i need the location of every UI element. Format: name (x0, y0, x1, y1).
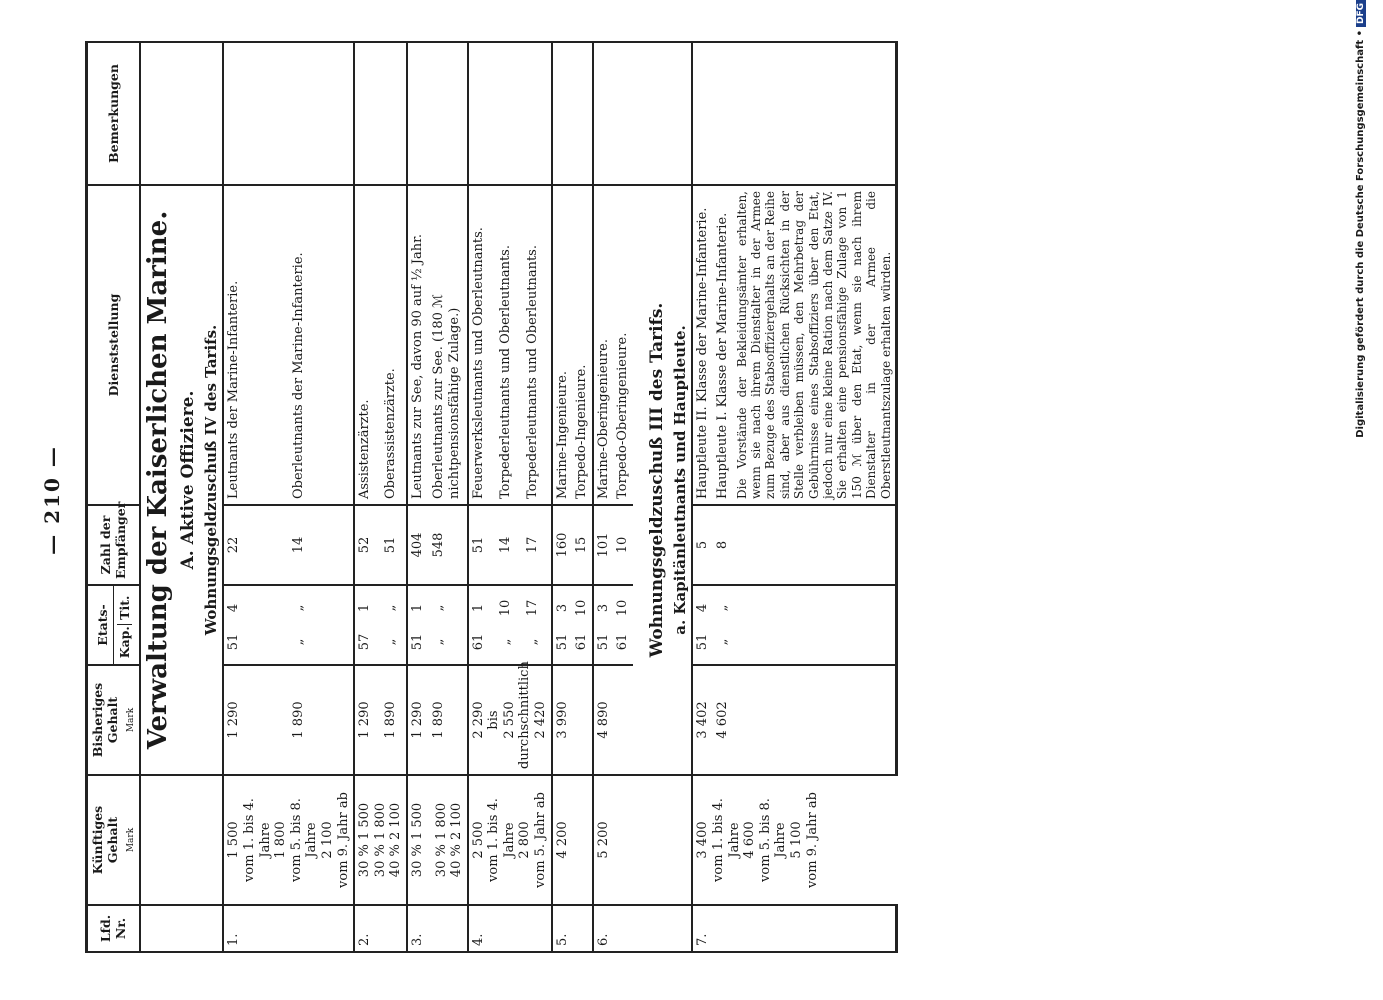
previous-salary: 3 402 (692, 665, 713, 775)
tit-value: 10 (498, 599, 514, 617)
salary-value: 30 % 1 800 (433, 802, 449, 878)
tit-value: „ (382, 604, 398, 612)
salary-table (85, 41, 898, 953)
salary-period: vom 5. Jahr ab (533, 792, 549, 888)
rank-description: Hauptleute II. Klasse der Marine-Infanterie. (692, 185, 713, 505)
salary-value: 2 100 (319, 821, 335, 859)
recipient-count: 404 (407, 505, 429, 585)
recipient-count: 14 (289, 505, 354, 585)
previous-salary: 1 290 (223, 665, 288, 775)
kap-value: 57 (357, 633, 373, 651)
kap-value: 51 (695, 633, 711, 651)
col-bemerkungen: Bemerkungen (87, 42, 140, 185)
etats-cell (593, 585, 614, 665)
col-kuenftiges-gehalt-label: Künftiges Gehalt (90, 805, 120, 875)
rank-description: Feuerwerksleutnants und Oberleutnants. (468, 185, 496, 505)
tit-value: 17 (525, 599, 541, 617)
salary-value: 4 600 (742, 821, 758, 859)
recipient-count: 22 (223, 505, 288, 585)
etats-cell (381, 585, 407, 665)
previous-salary: 4 890 (593, 665, 633, 775)
kap-value: 51 (554, 633, 570, 651)
salary-period: vom 5. bis 8. Jahre (757, 798, 789, 882)
etats-cell (429, 585, 468, 665)
section-heading: A. Aktive Offiziere. (176, 185, 200, 775)
previous-salary: 1 890 (289, 665, 354, 775)
rank-description: Oberleutnants zur See. (180 ℳ nichtpensionsfähige Zulage.) (429, 185, 468, 505)
kap-value: 51 (409, 633, 425, 651)
salary-period: vom 1. bis 4. Jahre (486, 798, 517, 882)
tit-value: „ (290, 604, 306, 612)
tit-value: 10 (615, 599, 631, 617)
tariff-heading: Wohnungsgeldzuschuß III des Tarifs. (633, 185, 669, 775)
recipient-count: 52 (354, 505, 380, 585)
salary-value: 40 % 2 100 (449, 802, 465, 878)
salary-value: 2 420 (533, 701, 549, 739)
salary-value: 30 % 1 500 (357, 802, 373, 878)
rank-description: Assistenzärzte. (354, 185, 380, 505)
tariff-row (633, 42, 669, 952)
unit-mark: Mark (126, 707, 136, 733)
col-kuenftiges-gehalt (87, 775, 140, 905)
page-title: Verwaltung der Kaiserlichen Marine. (140, 185, 176, 775)
etats-cell (223, 585, 288, 665)
table-row (468, 42, 496, 952)
salary-value: 30 % 1 500 (409, 802, 425, 878)
salary-connector: bis (486, 710, 502, 730)
kap-value: „ (525, 638, 541, 646)
previous-salary: 1 290 (407, 665, 429, 775)
table-header-row (87, 42, 140, 952)
row-number: 4. (468, 905, 496, 952)
recipient-count: 548 (429, 505, 468, 585)
salary-period: vom 9. Jahr ab (804, 792, 820, 888)
rank-description: Leutnants zur See, davon 90 auf ½ Jahr. (407, 185, 429, 505)
rank-description: Torpederleutnants und Oberleutnants. (496, 185, 523, 505)
col-dienststellung: Dienststellung (87, 185, 140, 505)
previous-salary: 1 290 (354, 665, 380, 775)
etats-cell (613, 585, 633, 665)
tariff-heading: Wohnungsgeldzuschuß IV des Tarifs. (200, 185, 223, 775)
table-row (407, 42, 429, 952)
kap-value: 61 (615, 633, 631, 651)
salary-value: 3 400 (695, 821, 711, 859)
salary-value: 2 290 (470, 701, 486, 739)
rank-description: Hauptleute I. Klasse der Marine-Infanterie. (713, 185, 733, 505)
kap-value: 51 (595, 633, 611, 651)
tit-value: 10 (574, 599, 590, 617)
recipient-count: 51 (468, 505, 496, 585)
rank-description: Oberassistenzärzte. (381, 185, 407, 505)
table-row (692, 42, 713, 952)
recipient-count: 5 (692, 505, 713, 585)
col-bisheriges-gehalt (87, 665, 140, 775)
kap-value: „ (498, 638, 514, 646)
salary-value: 40 % 2 100 (388, 802, 404, 878)
row-number: 3. (407, 905, 429, 952)
col-kap: Kap. (116, 626, 132, 659)
section-row (176, 42, 200, 952)
salary-period: vom 5. bis 8. Jahre (288, 798, 320, 882)
row-number: 6. (593, 905, 614, 952)
col-lfd-nr: Lfd. Nr. (87, 905, 140, 952)
table-row (223, 42, 288, 952)
future-salary (468, 775, 552, 905)
recipient-count: 8 (713, 505, 733, 585)
kap-value: „ (430, 638, 446, 646)
rank-description: Marine-Ingenieure. (552, 185, 573, 505)
tit-value: 1 (470, 603, 486, 613)
recipient-count: 10 (613, 505, 633, 585)
salary-value: 30 % 1 800 (372, 802, 388, 878)
recipient-count: 160 (552, 505, 573, 585)
previous-salary: 1 890 (429, 665, 468, 775)
future-salary: 4 200 (552, 775, 593, 905)
rank-description: Torpedo-Ingenieure. (572, 185, 593, 505)
future-salary (354, 775, 407, 905)
kap-value: „ (290, 638, 306, 646)
previous-salary (468, 661, 552, 775)
future-salary (223, 775, 354, 905)
tit-value: „ (715, 604, 731, 612)
row-number: 7. (692, 905, 713, 952)
rank-description: Marine-Oberingenieure. (593, 185, 614, 505)
col-tit: Tit. (116, 595, 132, 620)
rank-description: Torpederleutnants und Oberleutnants. (523, 185, 551, 505)
row-number: 2. (354, 905, 380, 952)
table-row (593, 42, 614, 952)
row-number: 1. (223, 905, 288, 952)
future-salary: 5 200 (593, 775, 633, 905)
etats-cell (713, 585, 733, 665)
etats-cell (523, 585, 551, 665)
kap-value: 51 (226, 633, 242, 651)
tariff-row (200, 42, 223, 952)
tit-value: 3 (595, 603, 611, 613)
subsection-heading: a. Kapitänleutnants und Hauptleute. (669, 185, 692, 775)
remark-note: Die Vorstände der Bekleidungsämter erhalten, wenn sie nach ihrem Dienstalter in der Armee zum Bezuge des Stabsoffiziergehalts an der Reihe sind, aber aus dienstlichen Rücksichten in der Stelle verbleiben müssen, den Mehrbetrag der Gebührnisse eines Stabsoffiziers über den Etat, jedoch nur eine kleine Ration nach dem Satze IV. Sie erhalten eine pensionsfähige Zulage von 1 150 ℳ über den Etat, wenn sie nach ihrem Dienstalter in der Armee die Oberstleutnantszulage erhalten würden. (733, 185, 897, 505)
salary-value: 2 550 (501, 701, 517, 739)
recipient-count: 15 (572, 505, 593, 585)
recipient-count: 17 (523, 505, 551, 585)
page-number: — 210 — (40, 445, 64, 555)
previous-salary: 4 602 (713, 665, 733, 775)
etats-cell (468, 585, 496, 665)
salary-value: 1 500 (226, 821, 242, 859)
rank-description: Torpedo-Oberingenieure. (613, 185, 633, 505)
kap-value: 61 (470, 633, 486, 651)
etats-cell (692, 585, 713, 665)
digitization-credit-text: Digitalisierung gefördert durch die Deutsche Forschungsgemeinschaft • (1355, 30, 1366, 438)
previous-salary: 3 990 (552, 665, 593, 775)
dfg-logo: DFG (1356, 0, 1366, 27)
tit-value: 4 (226, 603, 242, 613)
col-etats-label: Etats- (95, 586, 114, 664)
etats-cell (572, 585, 593, 665)
kap-value: „ (382, 638, 398, 646)
etats-cell (354, 585, 380, 665)
unit-mark: Mark (126, 827, 136, 853)
tit-value: „ (430, 604, 446, 612)
etats-cell (552, 585, 573, 665)
recipient-count: 101 (593, 505, 614, 585)
tit-value: 3 (554, 603, 570, 613)
future-salary (692, 775, 896, 905)
subsection-row (669, 42, 692, 952)
salary-period: vom 9. Jahr ab (335, 792, 351, 888)
kap-value: 61 (574, 633, 590, 651)
salary-period: vom 1. bis 4. Jahre (241, 798, 273, 882)
row-number: 5. (552, 905, 573, 952)
etats-cell (407, 585, 429, 665)
col-zahl: Zahl der Empfänger (87, 505, 140, 585)
previous-salary: 1 890 (381, 665, 407, 775)
title-row (140, 42, 176, 952)
salary-value: 1 800 (273, 821, 289, 859)
salary-value: 2 500 (470, 821, 486, 859)
salary-value: 5 100 (788, 821, 804, 859)
tit-value: 1 (409, 603, 425, 613)
tit-value: 4 (695, 603, 711, 613)
tit-value: 1 (357, 603, 373, 613)
table-row (552, 42, 573, 952)
salary-value: 2 800 (517, 821, 533, 859)
table-row (354, 42, 380, 952)
rank-description: Oberleutnants der Marine-Infanterie. (289, 185, 354, 505)
etats-cell (496, 585, 523, 665)
col-bisheriges-gehalt-label: Bisheriges Gehalt (90, 682, 120, 758)
salary-average-label: durchschnittlich (517, 661, 533, 769)
col-etats (87, 585, 140, 665)
digitization-credit (1355, 0, 1366, 1000)
recipient-count: 51 (381, 505, 407, 585)
future-salary (407, 775, 468, 905)
salary-period: vom 1. bis 4. Jahre (711, 798, 742, 882)
recipient-count: 14 (496, 505, 523, 585)
rank-description: Leutnants der Marine-Infanterie. (223, 185, 288, 505)
kap-value: „ (715, 638, 731, 646)
etats-cell (289, 585, 354, 665)
